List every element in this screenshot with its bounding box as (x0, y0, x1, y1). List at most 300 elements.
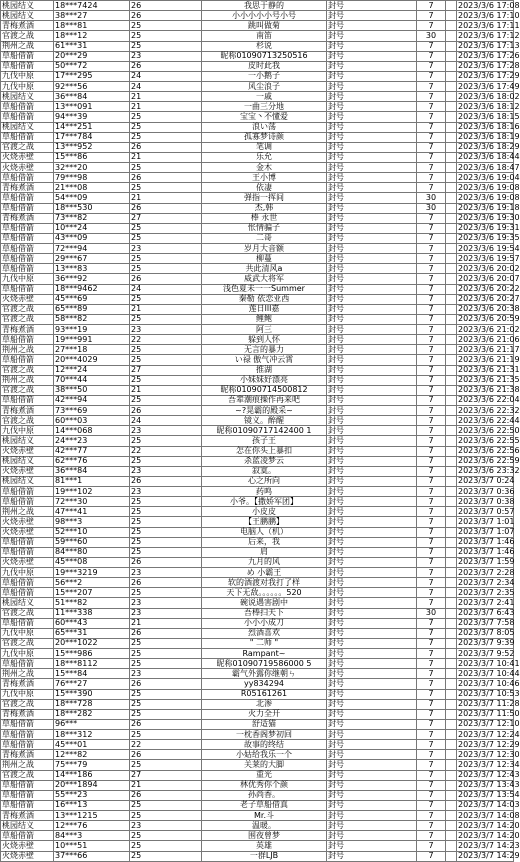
type-cell: 封号 (327, 598, 417, 608)
user-id-cell: 45***08 (54, 557, 130, 567)
type-cell: 封号 (327, 233, 417, 243)
table-row (1, 436, 514, 446)
server-cell: 九伐中原 (1, 82, 54, 92)
count-cell: 7 (417, 314, 446, 324)
count2-cell (446, 193, 457, 203)
type-cell: 封号 (327, 811, 417, 821)
count-cell: 7 (417, 355, 446, 365)
count2-cell (446, 314, 457, 324)
message-cell: 关莱的大脚 (202, 760, 327, 770)
server-cell: 火烧赤壁 (1, 841, 54, 851)
level-cell: 24 (130, 71, 202, 81)
user-id-cell: 15***207 (54, 588, 130, 598)
count2-cell (446, 821, 457, 831)
user-id-cell: 36***84 (54, 92, 130, 102)
type-cell: 封号 (327, 699, 417, 709)
count2-cell (446, 11, 457, 21)
user-id-cell: 50***72 (54, 61, 130, 71)
time-cell: 2023/3/7 1:01 (458, 516, 515, 526)
message-cell: 小爷。【撒娇军团】 (202, 497, 327, 507)
type-cell: 封号 (327, 395, 417, 405)
server-cell: 九伐中原 (1, 649, 54, 659)
count2-cell (446, 375, 457, 385)
count-cell: 7 (417, 649, 446, 659)
time-cell: 2023/3/6 20:27 (458, 294, 520, 304)
table-row (1, 578, 514, 588)
message-cell: 躲到人怀 (202, 335, 327, 345)
time-cell: 2023/3/6 19:35 (458, 233, 520, 243)
message-cell: 肩 (202, 547, 327, 557)
message-cell: 寂寞。 (202, 466, 327, 476)
count-cell: 7 (417, 669, 446, 679)
server-cell: 草船借箭 (1, 790, 54, 800)
count2-cell (446, 557, 457, 567)
time-cell: 2023/3/7 0:24 (458, 476, 515, 486)
count-cell: 7 (417, 132, 446, 142)
type-cell: 封号 (327, 304, 417, 314)
count-cell: 7 (417, 517, 446, 527)
level-cell: 26 (130, 679, 202, 689)
message-cell: 一群LJB (202, 851, 327, 861)
count2-cell (446, 152, 457, 162)
type-cell: 封号 (327, 547, 417, 557)
server-cell: 官渡之战 (1, 608, 54, 618)
level-cell: 21 (130, 618, 202, 628)
type-cell: 封号 (327, 436, 417, 446)
user-id-cell: 27***18 (54, 345, 130, 355)
count-cell: 7 (417, 780, 446, 790)
user-id-cell: 76***27 (54, 679, 130, 689)
level-cell: 25 (130, 183, 202, 193)
count-cell: 7 (417, 244, 446, 254)
user-id-cell: 36***84 (54, 466, 130, 476)
level-cell: 23 (130, 598, 202, 608)
user-id-cell: 79***98 (54, 173, 130, 183)
message-cell: 小小小成刀 (202, 618, 327, 628)
server-cell: 草船借箭 (1, 547, 54, 557)
server-cell: 官渡之战 (1, 304, 54, 314)
count2-cell (446, 365, 457, 375)
server-cell: 草船借箭 (1, 223, 54, 233)
count-cell: 7 (417, 628, 446, 638)
time-cell: 2023/3/7 1:07 (458, 527, 515, 537)
user-id-cell: 18***728 (54, 699, 130, 709)
type-cell: 封号 (327, 92, 417, 102)
count2-cell (446, 638, 457, 648)
count-cell: 7 (417, 689, 446, 699)
count-cell: 7 (417, 112, 446, 122)
level-cell: 25 (130, 851, 202, 861)
server-cell: 官渡之战 (1, 416, 54, 426)
message-cell: 阿三 (202, 325, 327, 335)
type-cell: 封号 (327, 517, 417, 527)
level-cell: 26 (130, 476, 202, 486)
server-cell: 草船借箭 (1, 244, 54, 254)
message-cell: 碗说遇害剧中 (202, 598, 327, 608)
table-row (1, 82, 514, 92)
message-cell: 依凄 (202, 183, 327, 193)
level-cell: 25 (130, 638, 202, 648)
level-cell: 25 (130, 547, 202, 557)
time-cell: 2023/3/7 10:41 (458, 658, 520, 668)
user-id-cell: 18***312 (54, 730, 130, 740)
user-id-cell: 62***76 (54, 456, 130, 466)
server-cell: 九伐中原 (1, 689, 54, 699)
count2-cell (446, 31, 457, 41)
user-id-cell: 20***4029 (54, 355, 130, 365)
table-row (1, 466, 514, 476)
count-cell: 7 (417, 760, 446, 770)
user-id-cell: 47***41 (54, 507, 130, 517)
table-row (1, 41, 514, 51)
type-cell: 封号 (327, 365, 417, 375)
type-cell: 封号 (327, 203, 417, 213)
server-cell: 火烧赤壁 (1, 446, 54, 456)
message-cell: ~?晃霸的殿采~ (202, 406, 327, 416)
time-cell: 2023/3/6 21:17 (458, 344, 520, 354)
server-cell: 桃园结义 (1, 456, 54, 466)
time-cell: 2023/3/7 10:46 (458, 678, 520, 688)
message-cell: 小小小小小号小号 (202, 11, 327, 21)
type-cell: 封号 (327, 618, 417, 628)
count2-cell (446, 426, 457, 436)
server-cell: 火烧赤壁 (1, 557, 54, 567)
time-cell: 2023/3/6 17:11 (458, 20, 520, 30)
level-cell: 26 (130, 61, 202, 71)
table-row (1, 325, 514, 335)
server-cell: 草船借箭 (1, 112, 54, 122)
user-id-cell: 43***09 (54, 233, 130, 243)
level-cell: 25 (130, 831, 202, 841)
table-row (1, 740, 514, 750)
type-cell: 封号 (327, 274, 417, 284)
type-cell: 封号 (327, 487, 417, 497)
user-id-cell: 19***3219 (54, 568, 130, 578)
table-row (1, 547, 514, 557)
count2-cell (446, 163, 457, 173)
count2-cell (446, 112, 457, 122)
server-cell: 桃园结义 (1, 122, 54, 132)
user-id-cell: 38***50 (54, 385, 130, 395)
count-cell: 7 (417, 679, 446, 689)
type-cell: 封号 (327, 740, 417, 750)
table-row (1, 193, 514, 203)
server-cell: 草船借箭 (1, 284, 54, 294)
count-cell: 7 (417, 851, 446, 861)
table-row (1, 730, 514, 740)
message-cell: 无言的暴力 (202, 345, 327, 355)
count-cell: 7 (417, 740, 446, 750)
type-cell: 封号 (327, 679, 417, 689)
table-row (1, 628, 514, 638)
type-cell: 封号 (327, 193, 417, 203)
count-cell: 7 (417, 274, 446, 284)
level-cell: 23 (130, 244, 202, 254)
count2-cell (446, 274, 457, 284)
count-cell: 7 (417, 770, 446, 780)
server-cell: 官渡之战 (1, 699, 54, 709)
type-cell: 封号 (327, 719, 417, 729)
table-row (1, 669, 514, 679)
server-cell: 草船借箭 (1, 618, 54, 628)
table-row (1, 264, 514, 274)
message-cell: 南笛 (202, 31, 327, 41)
count2-cell (446, 335, 457, 345)
message-cell: 秦勒 依恋亚西 (202, 294, 327, 304)
time-cell: 2023/3/6 19:30 (458, 213, 520, 223)
count2-cell (446, 709, 457, 719)
server-cell: 青梅煮酒 (1, 811, 54, 821)
user-id-cell: 12***24 (54, 365, 130, 375)
message-cell: 北渗 (202, 699, 327, 709)
table-row (1, 385, 514, 395)
time-cell: 2023/3/7 14:03 (458, 800, 520, 810)
count-cell: 7 (417, 466, 446, 476)
count2-cell (446, 1, 457, 11)
time-cell: 2023/3/7 12:24 (458, 729, 520, 739)
user-id-cell: 14***251 (54, 122, 130, 132)
server-cell: 火烧赤壁 (1, 163, 54, 173)
count-cell: 7 (417, 618, 446, 628)
table-row (1, 11, 514, 21)
level-cell: 25 (130, 436, 202, 446)
count2-cell (446, 811, 457, 821)
server-cell: 荆州之战 (1, 669, 54, 679)
table-row (1, 163, 514, 173)
table-row (1, 608, 514, 618)
count2-cell (446, 831, 457, 841)
type-cell: 封号 (327, 102, 417, 112)
table-row (1, 102, 514, 112)
type-cell: 封号 (327, 841, 417, 851)
count-cell: 7 (417, 476, 446, 486)
count-cell: 7 (417, 811, 446, 821)
table-row (1, 132, 514, 142)
server-cell: 荆州之战 (1, 41, 54, 51)
time-cell: 2023/3/6 21:19 (458, 354, 520, 364)
server-cell: 桃园结义 (1, 11, 54, 21)
user-id-cell: 10***24 (54, 223, 130, 233)
table-row (1, 790, 514, 800)
message-cell: 共此清风a (202, 264, 327, 274)
user-id-cell: 15***986 (54, 649, 130, 659)
user-id-cell: 18***12 (54, 31, 130, 41)
user-id-cell: 75***79 (54, 760, 130, 770)
time-cell: 2023/3/7 14:29 (458, 851, 520, 861)
count2-cell (446, 487, 457, 497)
count2-cell (446, 618, 457, 628)
count2-cell (446, 203, 457, 213)
level-cell: 23 (130, 821, 202, 831)
table-row (1, 426, 514, 436)
user-id-cell: 18***81 (54, 21, 130, 31)
level-cell: 22 (130, 335, 202, 345)
type-cell: 封号 (327, 456, 417, 466)
count-cell: 7 (417, 71, 446, 81)
level-cell: 26 (130, 274, 202, 284)
table-row (1, 51, 514, 61)
server-cell: 草船借箭 (1, 740, 54, 750)
level-cell: 25 (130, 375, 202, 385)
time-cell: 2023/3/6 21:31 (458, 365, 520, 375)
table-row (1, 112, 514, 122)
type-cell: 封号 (327, 669, 417, 679)
count2-cell (446, 406, 457, 416)
message-cell: 岁月大音额 (202, 244, 327, 254)
message-cell: 英雄 (202, 841, 327, 851)
count-cell: 30 (417, 31, 446, 41)
table-row (1, 507, 514, 517)
level-cell: 25 (130, 345, 202, 355)
message-cell: 吾辈潮痕操作再来吧 (202, 395, 327, 405)
table-row (1, 213, 514, 223)
count-cell: 7 (417, 51, 446, 61)
table-row (1, 598, 514, 608)
user-id-cell: 98***3 (54, 517, 130, 527)
message-cell: 小妹妹好漂亮 (202, 375, 327, 385)
message-cell: 乐允 (202, 152, 327, 162)
user-id-cell: 13***83 (54, 264, 130, 274)
time-cell: 2023/3/6 17:10 (458, 10, 520, 20)
time-cell: 2023/3/7 14:23 (458, 840, 520, 850)
table-row (1, 811, 514, 821)
time-cell: 2023/3/6 18:02 (458, 91, 520, 101)
type-cell: 封号 (327, 11, 417, 21)
table-row (1, 375, 514, 385)
message-cell: 火力全开 (202, 709, 327, 719)
type-cell: 封号 (327, 61, 417, 71)
server-cell: 荆州之战 (1, 507, 54, 517)
count-cell: 7 (417, 497, 446, 507)
message-cell: 风尘浪子 (202, 82, 327, 92)
table-row (1, 456, 514, 466)
count2-cell (446, 385, 457, 395)
time-cell: 2023/3/7 9:39 (458, 638, 515, 648)
count-cell: 7 (417, 61, 446, 71)
level-cell: 26 (130, 750, 202, 760)
time-cell: 2023/3/6 18:29 (458, 142, 520, 152)
message-cell: 重光 (202, 770, 327, 780)
table-row (1, 527, 514, 537)
time-cell: 2023/3/7 2:28 (458, 567, 515, 577)
level-cell: 25 (130, 456, 202, 466)
count-cell: 7 (417, 213, 446, 223)
type-cell: 封号 (327, 82, 417, 92)
user-id-cell: 61***31 (54, 41, 130, 51)
type-cell: 封号 (327, 1, 417, 11)
type-cell: 封号 (327, 790, 417, 800)
count-cell: 7 (417, 284, 446, 294)
time-cell: 2023/3/6 22:50 (458, 425, 520, 435)
server-cell: 桃园结义 (1, 436, 54, 446)
type-cell: 封号 (327, 112, 417, 122)
message-cell: " 二师 " (202, 638, 327, 648)
table-row (1, 800, 514, 810)
server-cell: 官渡之战 (1, 770, 54, 780)
server-cell: 火烧赤壁 (1, 294, 54, 304)
user-id-cell: 15***390 (54, 689, 130, 699)
level-cell: 25 (130, 41, 202, 51)
type-cell: 封号 (327, 527, 417, 537)
type-cell: 封号 (327, 406, 417, 416)
user-id-cell: 42***94 (54, 395, 130, 405)
user-id-cell: 18***8112 (54, 659, 130, 669)
message-cell: 一戚 (202, 92, 327, 102)
count-cell: 7 (417, 102, 446, 112)
time-cell: 2023/3/6 19:54 (458, 243, 520, 253)
count-cell: 7 (417, 294, 446, 304)
user-id-cell: 29***67 (54, 254, 130, 264)
message-cell: 温暖。 (202, 821, 327, 831)
level-cell: 25 (130, 507, 202, 517)
type-cell: 封号 (327, 770, 417, 780)
time-cell: 2023/3/7 2:35 (458, 587, 515, 597)
count2-cell (446, 92, 457, 102)
level-cell: 21 (130, 780, 202, 790)
message-cell: 推湖 (202, 365, 327, 375)
count2-cell (446, 122, 457, 132)
count-cell: 7 (417, 122, 446, 132)
message-cell: R05161261 (202, 689, 327, 699)
table-row (1, 142, 514, 152)
server-cell: 桃园结义 (1, 1, 54, 11)
type-cell: 封号 (327, 780, 417, 790)
level-cell: 21 (130, 193, 202, 203)
type-cell: 封号 (327, 730, 417, 740)
time-cell: 2023/3/6 17:28 (458, 61, 520, 71)
message-cell: 吾棒扫天下 (202, 608, 327, 618)
time-cell: 2023/3/6 21:35 (458, 375, 520, 385)
user-id-cell: 72***30 (54, 497, 130, 507)
level-cell: 25 (130, 122, 202, 132)
table-row (1, 659, 514, 669)
level-cell: 25 (130, 588, 202, 598)
user-id-cell: 81***1 (54, 476, 130, 486)
server-cell: 火烧赤壁 (1, 851, 54, 861)
type-cell: 封号 (327, 638, 417, 648)
table-row (1, 568, 514, 578)
time-cell: 2023/3/6 18:15 (458, 111, 520, 121)
count2-cell (446, 649, 457, 659)
count-cell: 7 (417, 223, 446, 233)
user-id-cell: 20***29 (54, 51, 130, 61)
count2-cell (446, 244, 457, 254)
message-cell: 笔调 (202, 142, 327, 152)
level-cell: 25 (130, 689, 202, 699)
table-row (1, 92, 514, 102)
user-id-cell: 36***92 (54, 274, 130, 284)
user-id-cell: 19***991 (54, 335, 130, 345)
type-cell: 封号 (327, 537, 417, 547)
table-body (1, 0, 520, 862)
count-cell: 7 (417, 588, 446, 598)
user-id-cell: 84***3 (54, 831, 130, 841)
level-cell: 24 (130, 82, 202, 92)
server-cell: 九伐中原 (1, 628, 54, 638)
message-cell: 昵称01090714500812 (202, 385, 327, 395)
level-cell: 25 (130, 811, 202, 821)
type-cell: 封号 (327, 163, 417, 173)
level-cell: 27 (130, 365, 202, 375)
user-id-cell: 17***784 (54, 132, 130, 142)
time-cell: 2023/3/7 1:46 (458, 547, 515, 557)
message-cell: 老子草船借真 (202, 800, 327, 810)
table-row (1, 638, 514, 648)
message-cell: 九月的风 (202, 557, 327, 567)
count2-cell (446, 740, 457, 750)
table-row (1, 487, 514, 497)
count2-cell (446, 760, 457, 770)
